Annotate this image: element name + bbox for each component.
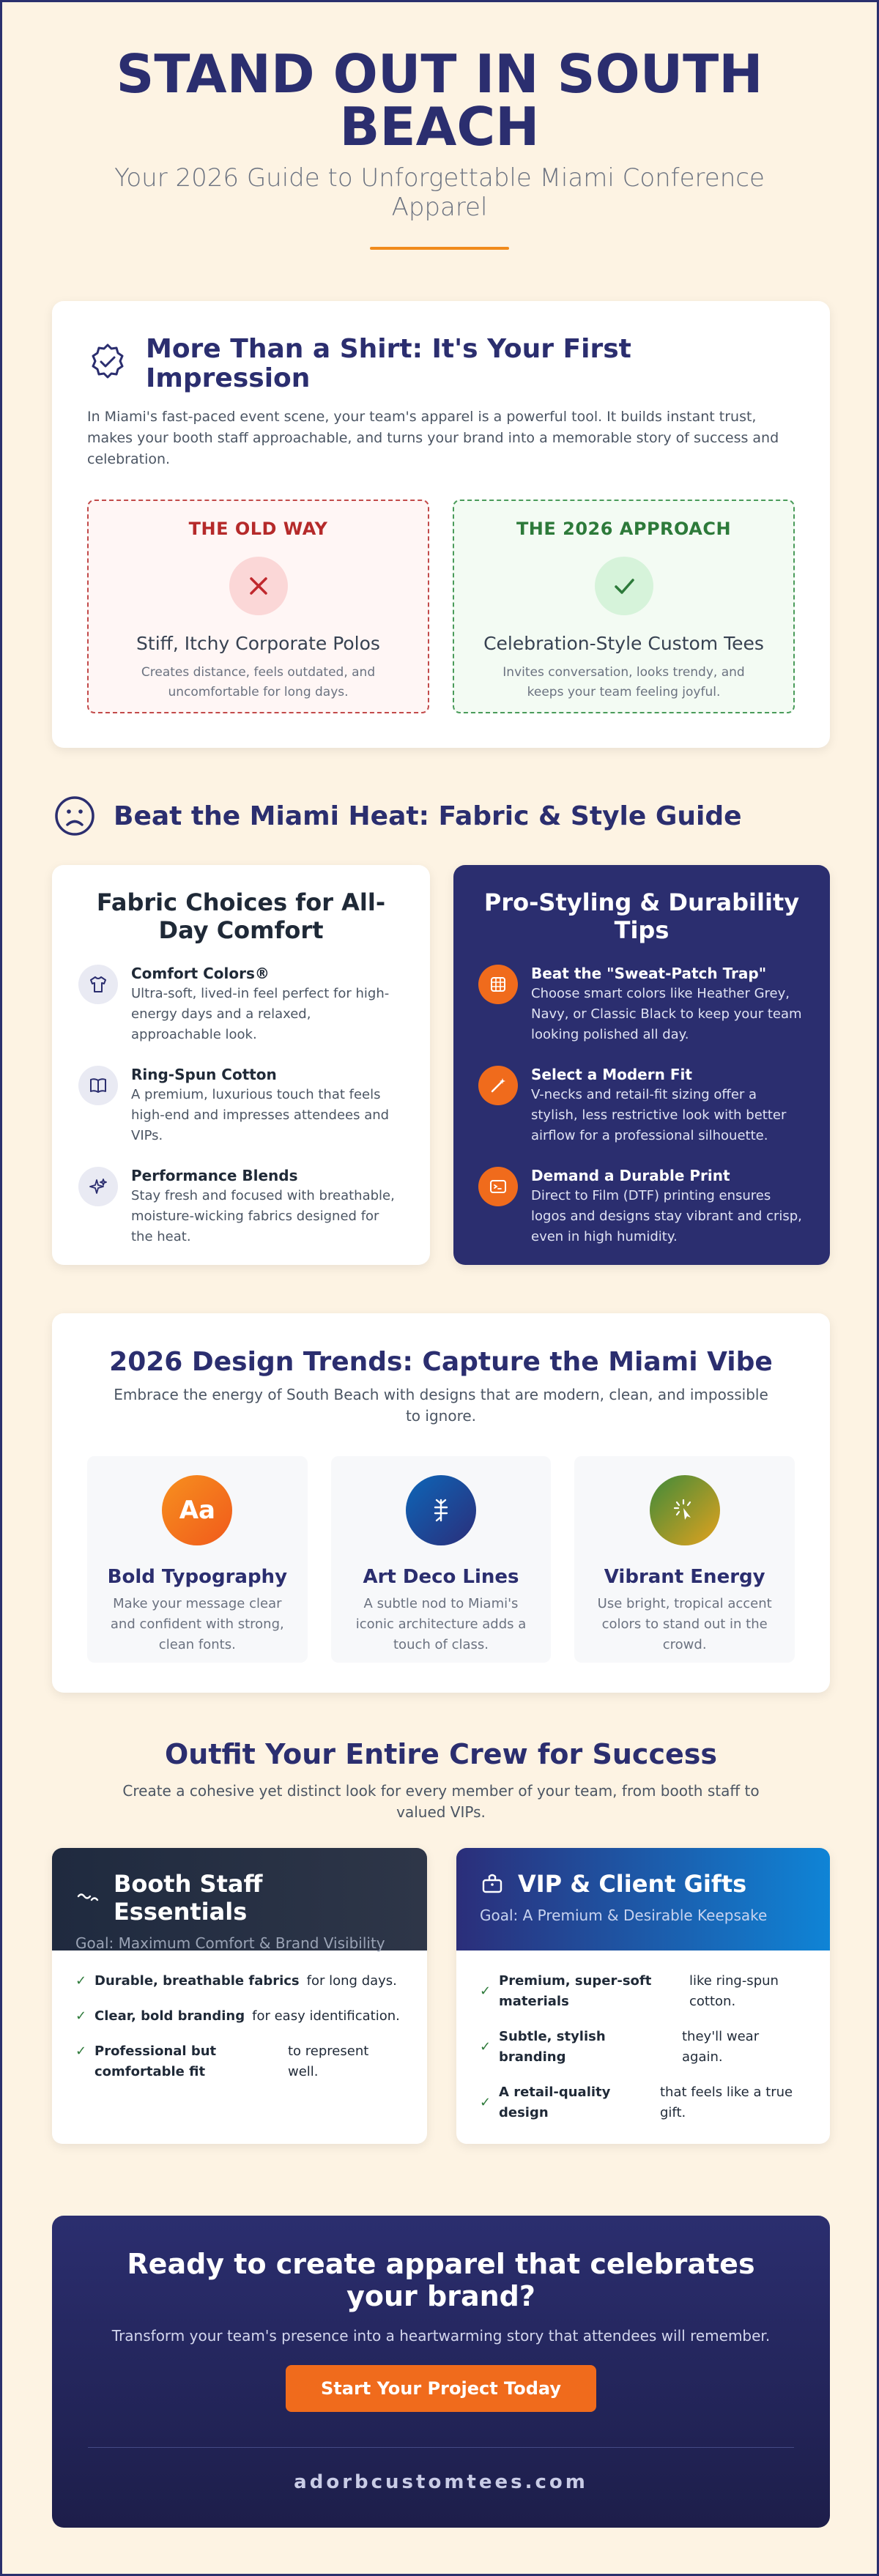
trend-item: [574, 1456, 795, 1663]
trend-item: [87, 1456, 308, 1663]
booth-staff-card: [52, 1848, 427, 2144]
impression-text: In Miami's fast-paced event scene, your team's apparel is a powerful tool. It builds instant trust, makes your booth staff approachable, and turns your brand into a memorable story of success and celebration.: [87, 409, 779, 467]
new-approach-box: [453, 500, 795, 713]
staff-goal: Goal: Maximum Comfort & Brand Visibility: [75, 1934, 385, 1952]
hero-title: STAND OUT IN SOUTH BEACH: [116, 43, 763, 157]
old-way-desc: Creates distance, feels outdated, and uncomfortable for long days.: [141, 665, 376, 699]
fabric-item-title: Comfort Colors®: [131, 965, 270, 982]
check-icon: ✓: [75, 2044, 87, 2059]
list-item: ✓ Premium, super-soft materials like ring-spun cotton.: [480, 1973, 779, 2009]
hero-subtitle: Your 2026 Guide to Unforgettable Miami Conference Apparel: [114, 163, 765, 222]
crew-heading: [52, 1738, 830, 1823]
terminal-icon: [478, 1167, 518, 1206]
styling-item: [478, 1167, 805, 1247]
crew-intro: Create a cohesive yet distinct look for every member of your team, from booth staff to valued VIPs.: [122, 1782, 760, 1821]
trends-intro: Embrace the energy of South Beach with designs that are modern, clean, and impossible to ignore.: [114, 1386, 768, 1425]
list-item: ✓ A retail-quality design that feels like a true gift.: [480, 2085, 793, 2120]
old-way-box: [87, 500, 429, 713]
wave-icon: [75, 1885, 100, 1910]
styling-item-title: Demand a Durable Print: [531, 1167, 730, 1184]
typography-icon: Aa: [162, 1475, 232, 1545]
styling-item-desc: Choose smart colors like Heather Grey, Navy, or Classic Black to keep your team looking polished all day.: [531, 986, 802, 1042]
grid-icon: [478, 965, 518, 1004]
vip-goal: Goal: A Premium & Desirable Keepsake: [480, 1907, 768, 1924]
fabric-item-desc: Stay fresh and focused with breathable, moisture-wicking fabrics designed for the heat.: [131, 1188, 395, 1244]
fabric-item: [78, 965, 404, 1045]
fabric-item-title: Ring-Spun Cotton: [131, 1066, 277, 1083]
trend-name: Vibrant Energy: [604, 1566, 765, 1588]
fabric-item: [78, 1167, 404, 1247]
staff-title: Booth Staff Essentials: [113, 1870, 263, 1926]
heat-heading: [53, 795, 742, 837]
sparkles-icon: [78, 1167, 118, 1206]
frown-face-icon: [53, 795, 96, 837]
new-approach-name: Celebration-Style Custom Tees: [483, 633, 764, 654]
list-item: ✓ Professional but comfortable fit to represent well.: [75, 2041, 404, 2082]
styling-item-title: Select a Modern Fit: [531, 1066, 692, 1083]
styling-item-desc: V-necks and retail-fit sizing offer a stylish, less restrictive look with better airflow for a professional silhouette.: [531, 1087, 787, 1143]
trend-name: Art Deco Lines: [363, 1566, 519, 1588]
check-icon: ✓: [75, 1973, 87, 1989]
new-approach-label: THE 2026 APPROACH: [516, 519, 732, 539]
book-icon: [78, 1066, 118, 1105]
trends-title: 2026 Design Trends: Capture the Miami Vibe: [109, 1347, 773, 1377]
art-deco-icon: [406, 1475, 476, 1545]
old-way-label: THE OLD WAY: [188, 519, 328, 539]
cta-divider: [88, 2447, 794, 2448]
check-icon: ✓: [480, 2039, 492, 2055]
start-project-button[interactable]: Start Your Project Today: [286, 2365, 596, 2412]
fabric-item-title: Performance Blends: [131, 1167, 298, 1184]
trends-card: [52, 1313, 830, 1693]
shirt-icon: [78, 965, 118, 1004]
check-icon: ✓: [480, 2095, 492, 2110]
styling-item-title: Beat the "Sweat-Patch Trap": [531, 965, 767, 982]
gift-icon: [480, 1871, 505, 1896]
cta-section: [52, 2216, 830, 2528]
vip-title: VIP & Client Gifts: [518, 1870, 747, 1898]
list-item: ✓ Clear, bold branding for easy identification.: [75, 2006, 404, 2027]
fabric-item-desc: A premium, luxurious touch that feels high-end and impresses attendees and VIPs.: [131, 1087, 390, 1143]
check-icon: ✓: [480, 1983, 492, 1999]
list-item: ✓ Durable, breathable fabrics for long days.: [75, 1971, 404, 1992]
fabric-card: [52, 865, 430, 1265]
old-way-name: Stiff, Itchy Corporate Polos: [136, 633, 380, 654]
trend-desc: Make your message clear and confident with strong, clean fonts.: [110, 1596, 284, 1652]
styling-item: [478, 965, 805, 1045]
list-item: ✓ Subtle, stylish branding they'll wear again.: [480, 2029, 760, 2065]
styling-title: Pro-Styling & Durability Tips: [483, 888, 800, 944]
trend-desc: A subtle nod to Miami's iconic architecture adds a touch of class.: [355, 1596, 527, 1652]
trend-desc: Use bright, tropical accent colors to stand out in the crowd.: [597, 1596, 772, 1652]
styling-card: [453, 865, 830, 1265]
pointer-burst-icon: [650, 1475, 720, 1545]
x-icon: [229, 557, 288, 615]
trend-item: [331, 1456, 552, 1663]
styling-item: [478, 1066, 805, 1146]
magic-wand-icon: [478, 1066, 518, 1105]
heat-title: Beat the Miami Heat: Fabric & Style Guide: [114, 801, 742, 831]
fabric-item-desc: Ultra-soft, lived-in feel perfect for high-energy days and a relaxed, approachable look.: [131, 986, 390, 1042]
impression-title: More Than a Shirt: It's Your First Impression: [146, 334, 631, 393]
cta-text: Transform your team's presence into a heartwarming story that attendees will remember.: [111, 2327, 771, 2345]
check-icon: ✓: [75, 2008, 87, 2024]
vip-card: [456, 1848, 830, 2144]
styling-item-desc: Direct to Film (DTF) printing ensures logos and designs stay vibrant and crisp, even in high humidity.: [531, 1188, 802, 1244]
cta-title: Ready to create apparel that celebrates your brand?: [127, 2248, 755, 2312]
trend-name: Bold Typography: [107, 1566, 288, 1588]
website-link[interactable]: adorbcustomtees.com: [294, 2471, 588, 2493]
badge-check-icon: [87, 342, 128, 383]
fabric-item: [78, 1066, 404, 1146]
crew-title: Outfit Your Entire Crew for Success: [164, 1738, 717, 1770]
hero-divider: [370, 247, 509, 250]
first-impression-card: [52, 301, 830, 748]
hero: [2, 2, 877, 250]
fabric-title: Fabric Choices for All-Day Comfort: [96, 888, 386, 944]
new-approach-desc: Invites conversation, looks trendy, and keeps your team feeling joyful.: [502, 665, 745, 699]
check-icon: [595, 557, 653, 615]
